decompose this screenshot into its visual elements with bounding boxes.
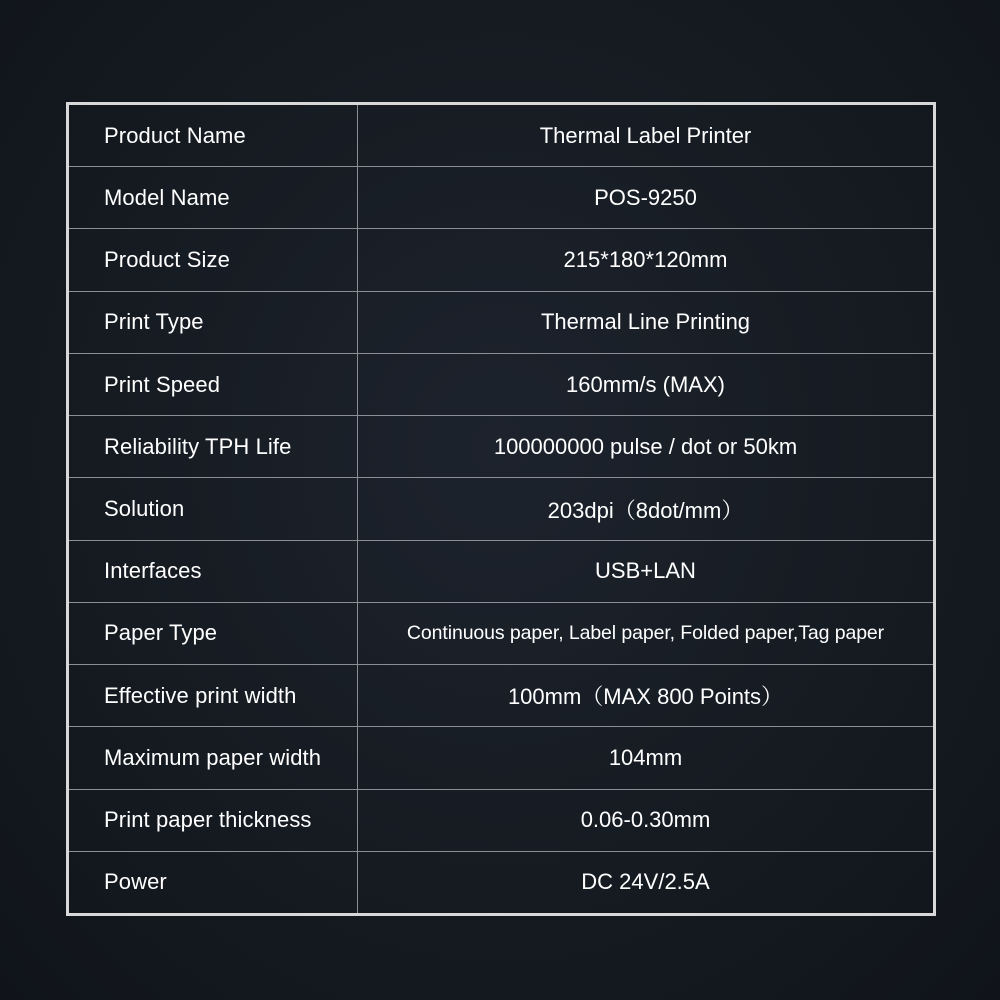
spec-table <box>66 102 936 916</box>
spec-label: Maximum paper width <box>69 727 358 788</box>
spec-label: Solution <box>69 478 358 539</box>
spec-row-reliability <box>69 416 933 478</box>
spec-row-model-name <box>69 167 933 229</box>
spec-value: 215*180*120mm <box>563 247 728 273</box>
spec-value: 100000000 pulse / dot or 50km <box>493 433 798 459</box>
spec-label: Power <box>69 852 358 913</box>
spec-row-product-name <box>69 105 933 167</box>
spec-row-power <box>69 852 933 913</box>
spec-value: 203dpi（8dot/mm） <box>547 497 744 523</box>
spec-value: Thermal Line Printing <box>540 309 751 335</box>
spec-value: 100mm（MAX 800 Points） <box>507 684 784 710</box>
spec-row-effective-print-width <box>69 665 933 727</box>
spec-value: Continuous paper, Label paper, Folded paper,Tag paper <box>406 621 885 644</box>
spec-label: Effective print width <box>69 665 358 726</box>
spec-value: 104mm <box>608 744 683 770</box>
spec-row-solution <box>69 478 933 540</box>
spec-row-print-paper-thickness <box>69 790 933 852</box>
spec-label: Product Name <box>69 105 358 166</box>
spec-value: DC 24V/2.5A <box>581 869 710 895</box>
spec-row-interfaces <box>69 541 933 603</box>
spec-row-print-speed <box>69 354 933 416</box>
spec-row-paper-type <box>69 603 933 665</box>
spec-label: Paper Type <box>69 603 358 664</box>
spec-label: Print Speed <box>69 354 358 415</box>
spec-row-product-size <box>69 229 933 291</box>
spec-value: 0.06-0.30mm <box>580 807 711 833</box>
spec-row-maximum-paper-width <box>69 727 933 789</box>
spec-label: Model Name <box>69 167 358 228</box>
spec-label: Print Type <box>69 292 358 353</box>
spec-value: 160mm/s (MAX) <box>566 371 725 397</box>
spec-value: USB+LAN <box>595 558 696 584</box>
spec-value: POS-9250 <box>594 184 697 210</box>
spec-label: Reliability TPH Life <box>69 416 358 477</box>
spec-value: Thermal Label Printer <box>539 122 752 148</box>
spec-row-print-type <box>69 292 933 354</box>
spec-label: Print paper thickness <box>69 790 358 851</box>
spec-label: Interfaces <box>69 541 358 602</box>
spec-label: Product Size <box>69 229 358 290</box>
